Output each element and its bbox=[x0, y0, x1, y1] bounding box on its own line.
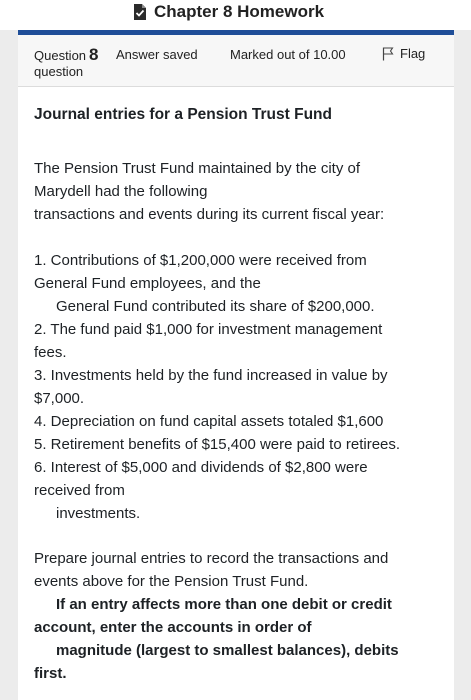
list-item: 1. Contributions of $1,200,000 were received from bbox=[34, 252, 367, 269]
question-info-panel bbox=[18, 35, 454, 87]
list-item: 6. Interest of $5,000 and dividends of $2,800 were bbox=[34, 459, 368, 476]
question-number: 8 bbox=[89, 45, 99, 64]
marks-info: Marked out of 10.00 bbox=[230, 47, 346, 62]
bold-instruction-line: account, enter the accounts in order of bbox=[34, 619, 312, 636]
list-item: 3. Investments held by the fund increased in value by bbox=[34, 367, 388, 384]
list-item: General Fund employees, and the bbox=[34, 275, 261, 292]
list-item: 5. Retirement benefits of $15,400 were paid to retirees. bbox=[34, 436, 401, 453]
document-check-icon bbox=[132, 3, 148, 21]
list-item: $7,000. bbox=[34, 390, 85, 407]
bold-instruction-line: If an entry affects more than one debit or credit bbox=[56, 596, 392, 613]
flag-button[interactable] bbox=[382, 46, 425, 61]
flag-label: Flag bbox=[400, 46, 426, 61]
header-title-text: Chapter 8 Homework bbox=[154, 2, 325, 21]
intro-line: The Pension Trust Fund maintained by the city of bbox=[34, 160, 361, 177]
list-item: 4. Depreciation on fund capital assets totaled $1,600 bbox=[34, 413, 384, 430]
list-item: 2. The fund paid $1,000 for investment management bbox=[34, 321, 383, 338]
answer-status: Answer saved bbox=[116, 47, 198, 62]
bold-instruction-line: magnitude (largest to smallest balances), debits bbox=[56, 642, 399, 659]
list-item: General Fund contributed its share of $200,000. bbox=[56, 298, 375, 315]
instruction-line: Prepare journal entries to record the transactions and bbox=[34, 550, 389, 567]
list-item: investments. bbox=[56, 505, 141, 522]
bold-instruction-line: first. bbox=[34, 665, 67, 682]
question-content bbox=[18, 87, 454, 700]
question-label-text: Question bbox=[34, 48, 87, 63]
intro-paragraph bbox=[34, 157, 444, 226]
intro-line: transactions and events during its current fiscal year: bbox=[34, 206, 385, 223]
question-title: Journal entries for a Pension Trust Fund bbox=[34, 106, 332, 123]
list-item: received from bbox=[34, 482, 125, 499]
transactions-list bbox=[34, 249, 444, 525]
intro-line: Marydell had the following bbox=[34, 183, 208, 200]
flag-icon bbox=[382, 47, 394, 61]
question-label bbox=[34, 45, 99, 65]
list-item: fees. bbox=[34, 344, 67, 361]
instructions-paragraph bbox=[34, 547, 444, 685]
question-sub-label: question bbox=[34, 64, 84, 79]
header-title bbox=[132, 0, 324, 24]
page-header bbox=[0, 0, 471, 30]
instruction-line: events above for the Pension Trust Fund. bbox=[34, 573, 309, 590]
